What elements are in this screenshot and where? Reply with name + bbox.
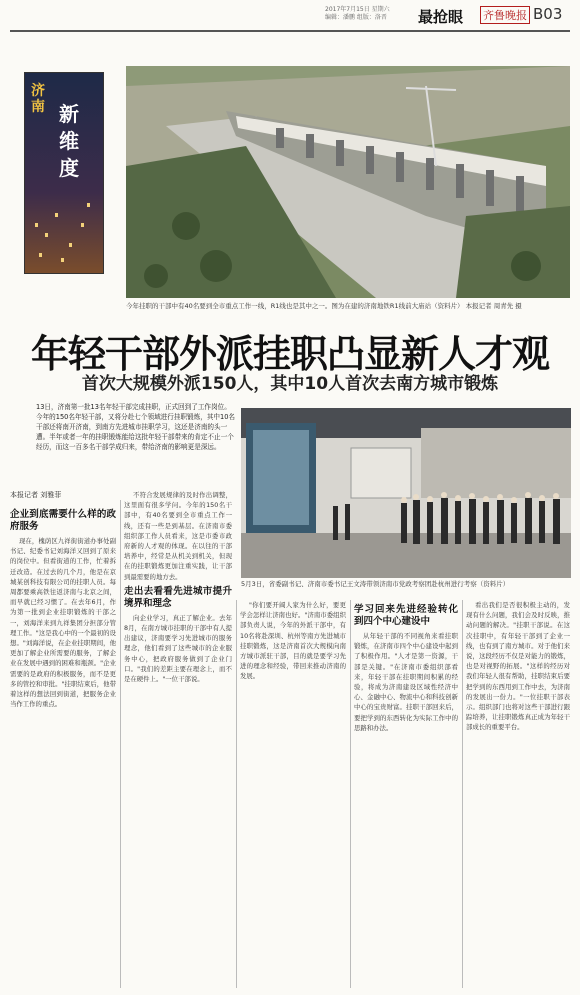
delegation-visit-photo: [241, 408, 571, 578]
column-2-text-b: 向企业学习，真正了解企业。去年8月，在南方城市挂职的干部中有人提出建议，济南要学习先进城市的服务理念，他们看到了这些城市的企业服务中心，把政府服务做到了企业门口。"我们的差距主要在理念上，而不是在硬件上。"一位干部说。: [124, 613, 232, 684]
date-line: 2017年7月15日 星期六: [325, 6, 390, 13]
column-3-text: "你们要开阔人家为什么好，要更学会怎样让济南也好。"济南市委组织部负责人说，今年的外派干部中，有10名将赴深圳、杭州等南方先进城市挂职锻炼，这是济南首次大规模向南方城市派驻干部，目的就是要学习先进的理念和经验，带回来推动济南的发展。: [240, 601, 346, 681]
column-1-text: 现在，槐荫区九祥街街道办事处副书记、纪委书记刘海洋又回到了原来的岗位中。但看街道的工作，忙着拆迁改造。在过去的几个月，他是在京城某创科技有限公司的挂职人员。每周都要乘高铁往返济南与北京之间，而早就已经习惯了。在去年6月，作为第一批到企业挂职锻炼的干部之一，刘海洋来到九祥集团分担部分管理工作。"这是我心中的一个最初的设想。"刘海洋说，在企业挂职期间，他更加了解企业所需要的服务，了解企业在发展中遇到的困难和瓶颈。"企业需要的是政府的积极服务，而不是更多的管控和审批。"挂职结束后，他带着这样的想法回到街道，把服务企业当作工作的重点。: [10, 537, 116, 709]
header-rule: [10, 30, 570, 32]
badge-city: 济南: [31, 83, 45, 115]
newspaper-logo: 齐鲁晚报: [480, 6, 530, 24]
section-heading-3: 学习回来先进经验转化到四个中心建设中: [354, 604, 458, 627]
construction-site-photo: [126, 66, 570, 298]
column-badge: [24, 72, 104, 274]
section-heading-1: 企业到底需要什么样的政府服务: [10, 509, 116, 532]
construction-illustration: [126, 66, 570, 298]
badge-title: 新维度: [59, 102, 79, 180]
visit-illustration: [241, 408, 571, 578]
photo1-caption: 今年挂职的干部中有40名要到全市重点工作一线，R1线也是其中之一。图为在建的济南地铁R1线前大庙站（资料片） 本报记者 周青先 摄: [126, 302, 522, 310]
header-meta: [325, 6, 405, 22]
column-4-text: 从年轻干部的不同视角来看挂职锻炼，在济南市四个中心建设中起到了积极作用。"人才是第一资源，干部是关键。"在济南市委组织部看来，年轻干部在挂职期间积累的经验，将成为济南建设区域性经济中心、金融中心、物流中心和科技创新中心的宝贵财富。挂职干部回来后，要把学到的东西转化为实际工作中的思路和办法。: [354, 632, 458, 732]
article-column-4: [354, 600, 458, 988]
article-column-3: [240, 600, 346, 988]
main-headline: 年轻干部外派挂职凸显新人才观: [30, 332, 549, 376]
column-2-text: 不符合发展规律的及时作出调整，这里面有很多学问。今年的150名干部中，有40名要到全市重点工作一线，还有一些是到基层。在济南市委组织部工作人员看来，这是市委市政府新的人才观的体现。在以往的干部培养中，经常是从机关到机关，但现在的挂职锻炼更加注重实践，让干部到最需要的地方去。: [124, 491, 232, 581]
photo2-caption: 5月3日，省委副书记、济南市委书记王文涛带领济南市党政考察团赴杭州进行考察（资料片）: [241, 580, 510, 588]
sub-headline: 首次大规模外派150人，其中10人首次去南方城市锻炼: [81, 374, 499, 394]
section-title: 最抢眼: [418, 8, 464, 26]
reporter-byline: 本报记者 刘雅菲: [10, 491, 62, 499]
column-5-text: 看出我们是否很积极主动的，发现有什么问题，我们会及时反映，推动问题的解决。"挂职干部说。在这次挂职中，有年轻干部到了企业一线，也有到了南方城市。对于他们来说，这段经历不仅是对能力的锻炼，也是对视野的拓展。"这样的经历对我们年轻人很有帮助，挂职结束后要把学到的东西用到工作中去，为济南的发展出一份力。"一位挂职干部表示。组织部门也将对这些干部进行跟踪培养，让挂职锻炼真正成为年轻干部成长的重要平台。: [466, 601, 570, 732]
lead-paragraph: 13日，济南第一批13名年轻干部完成挂职，正式回到了工作岗位。今年的150名年轻干部，又将分赴七个领域进行挂职锻炼，其中10名干部还将南开济南，到南方先进城市挂职学习，这还是济南的头一遭。半年或者一年的挂职锻炼能给这批年轻干部带来的肯定不止一个经历，而这一百多名干部学成归来，带给济南的影响更是深远。: [36, 403, 236, 451]
section-heading-2: 走出去看看先进城市提升境界和理念: [124, 585, 232, 609]
editor-line: 编辑：潘鹏 组版：洛晋: [325, 14, 387, 21]
article-column-1: [10, 505, 116, 988]
article-column-5: [466, 600, 570, 988]
article-column-2: [124, 490, 232, 988]
page-number: B03: [533, 5, 563, 23]
